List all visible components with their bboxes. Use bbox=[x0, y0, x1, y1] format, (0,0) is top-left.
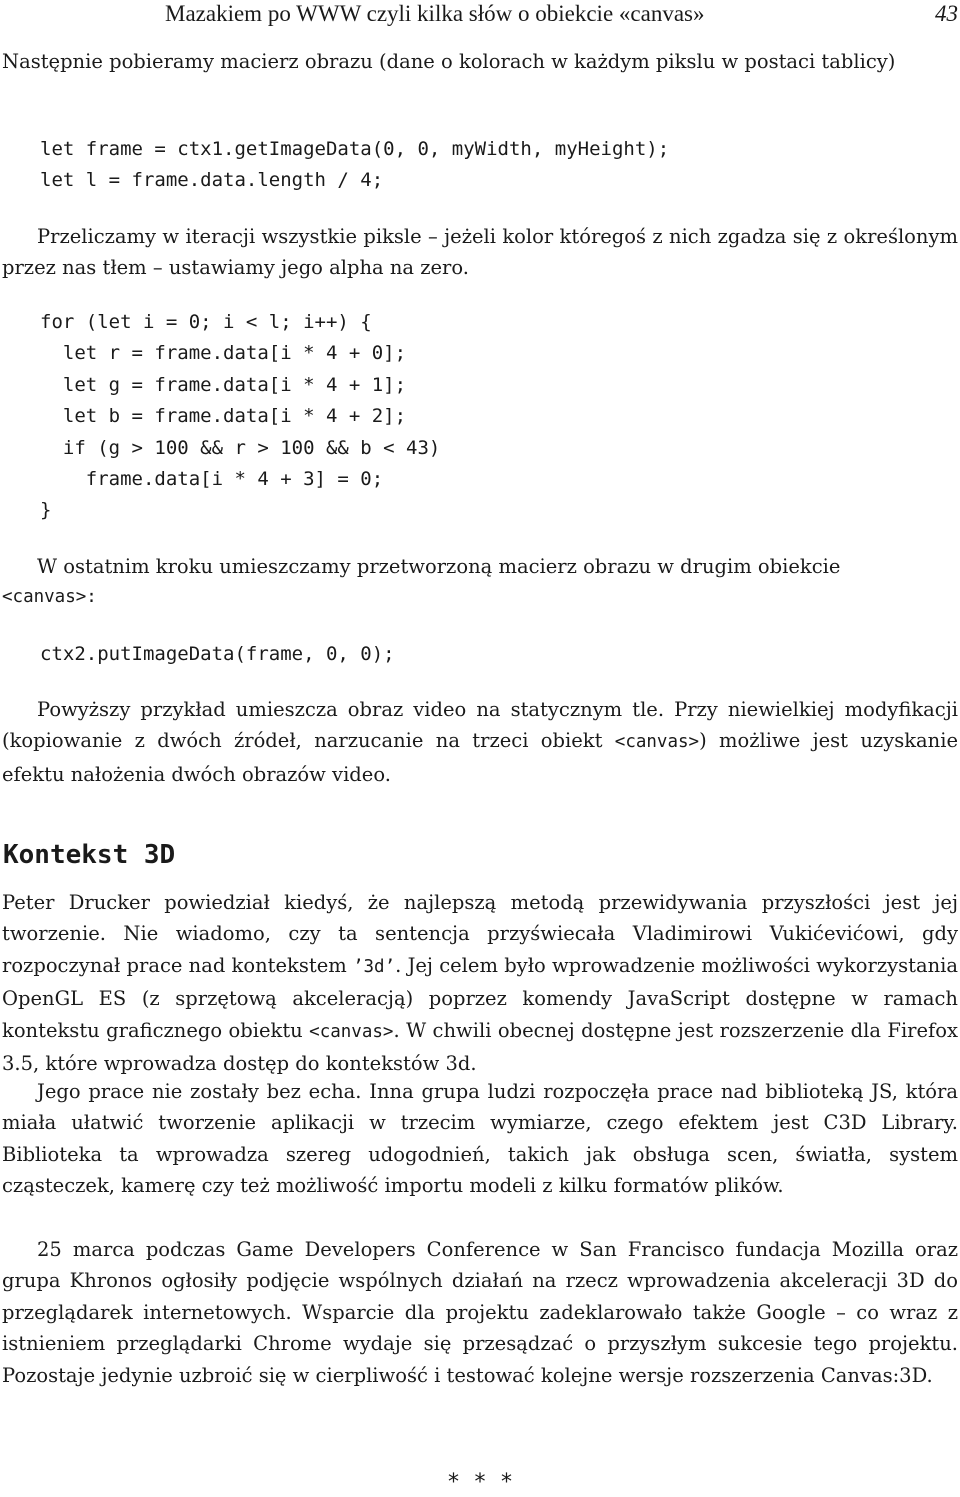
paragraph-text-after: ) możliwe jest uzyskanie efektu nałożenia dwóch obrazów video. bbox=[2, 729, 958, 786]
paragraph-text-part2: . Jej celem było wprowadzenie możliwości wykorzystania OpenGL ES (z sprzętową akceleracją) poprzez komendy JavaScript dostępne w ramach kontekstu graficznego obiektu bbox=[2, 953, 958, 1042]
context-3d-code: ’3d’ bbox=[352, 956, 396, 977]
paragraph-text-before: Powyższy przykład umieszcza obraz video na statycznym tle. Przy niewielkiej modyfikacji (kopiowanie z dwóch źródeł, narzucanie na trzeci obiekt bbox=[2, 698, 958, 753]
canvas-code: <canvas>: bbox=[2, 587, 97, 608]
paragraph-drucker bbox=[2, 887, 958, 1079]
section-separator: * * * bbox=[446, 1470, 514, 1495]
paragraph-text-part3: . W chwili obecnej dostępne jest rozszerzenie dla Firefox 3.5, które wprowadza dostęp do kontekstów 3d. bbox=[2, 1018, 958, 1076]
paragraph-pixel-iteration: Przeliczamy w iteracji wszystkie piksle – jeżeli kolor któregoś z nich zgadza się z określonym przez nas tłem – ustawiamy jego alpha na zero. bbox=[2, 225, 958, 280]
paragraph-khronos: 25 marca podczas Game Developers Conference w San Francisco fundacja Mozilla oraz grupa Khronos ogłosiły podjęcie wspólnych działań na rzecz wprowadzenia akceleracji 3D do przeglądarek internetowych. Wsparcie dla projektu zadeklarowało także Google – co wraz z istnieniem przeglądarki Chrome wydaje się przesądzać o przyszłym sukcesie tego projektu. Pozostaje jedynie uzbroić się w cierpliwość i testować kolejne wersje rozszerzenia Canvas:3D. bbox=[2, 1238, 958, 1387]
canvas-code: <canvas> bbox=[614, 732, 700, 753]
page-header bbox=[0, 0, 960, 30]
paragraph-video-overlay bbox=[2, 694, 958, 790]
section-title: Kontekst 3D bbox=[3, 840, 176, 870]
code-block-put-image-data: ctx2.putImageData(frame, 0, 0); bbox=[40, 643, 395, 665]
paragraph-get-image-data: Następnie pobieramy macierz obrazu (dane o kolorach w każdym pikslu w postaci tablicy) bbox=[2, 50, 896, 73]
paragraph-put-image-data bbox=[2, 551, 958, 614]
paragraph-c3d-library: Jego prace nie zostały bez echa. Inna grupa ludzi rozpoczęła prace nad biblioteką JS, która miała ułatwić tworzenie aplikacji w trzecim wymiarze, czego efektem jest C3D Library. Biblioteka ta wprowadza szereg udogodnień, takich jak obsługa scen, światła, system cząsteczek, kamerę czy też możliwość importu modeli z kilku formatów plików. bbox=[2, 1080, 958, 1198]
code-block-pixel-loop: for (let i = 0; i < l; i++) { let r = frame.data[i * 4 + 0]; let g = frame.data[i * 4 + 1]; let b = frame.data[i * 4 + 2]; if (g > 100 && r > 100 && b < 43) frame.data[i * 4 + 3] = 0; } bbox=[40, 311, 441, 522]
running-title: Mazakiem po WWW czyli kilka słów o obiekcie «canvas» bbox=[165, 1, 705, 26]
canvas-code: <canvas> bbox=[309, 1021, 394, 1042]
paragraph-text: W ostatnim kroku umieszczamy przetworzoną macierz obrazu w drugim obiekcie bbox=[37, 555, 841, 578]
page-number: 43 bbox=[935, 1, 958, 26]
paragraph-text-part1: Peter Drucker powiedział kiedyś, że najlepszą metodą przewidywania przyszłości jest jej tworzenie. Nie wiadomo, czy ta sentencja przyświecała Vladimirowi Vukićevićowi, gdy rozpoczynał prace nad kontekstem bbox=[2, 891, 958, 977]
code-block-get-image-data: let frame = ctx1.getImageData(0, 0, myWidth, myHeight); let l = frame.data.length / 4; bbox=[40, 138, 670, 192]
